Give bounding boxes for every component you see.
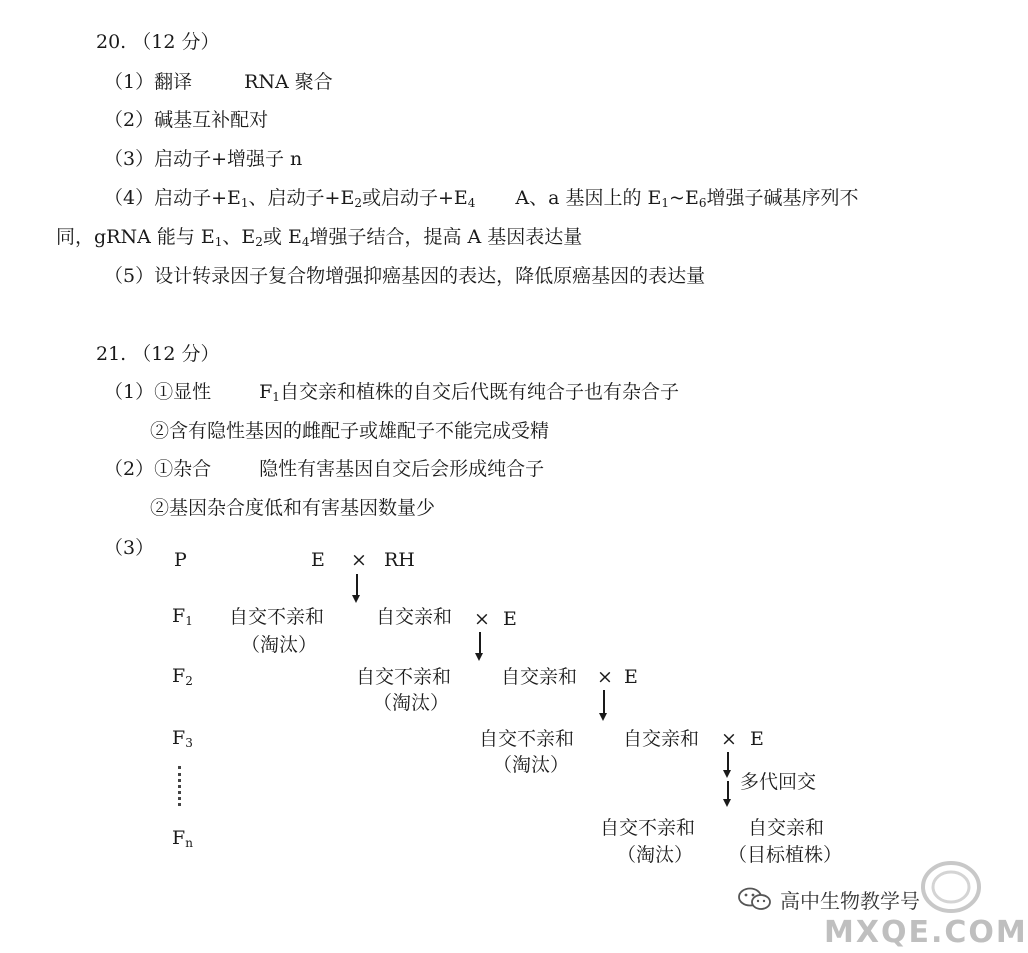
vertical-ellipsis [178, 766, 184, 806]
q20-answer-1 [104, 70, 333, 94]
watermark-account: 高中生物教学号 [780, 889, 920, 913]
text-run: F [259, 381, 273, 403]
generation-p: P [174, 549, 187, 571]
subscript: 2 [185, 674, 193, 688]
wechat-icon [736, 886, 774, 912]
q20-answer-5: （5）设计转录因子复合物增强抑癌基因的表达，降低原癌基因的表达量 [104, 265, 706, 287]
text-run: （4）启动子+E [104, 187, 241, 209]
f1-eliminated: （淘汰） [241, 634, 318, 656]
text-run: 增强子结合，提高 A 基因表达量 [309, 226, 583, 248]
f1-incompatible: 自交不亲和 [229, 606, 325, 628]
q20-heading: 20. （12 分） [96, 31, 220, 53]
down-arrow [727, 752, 729, 771]
subscript: 1 [185, 614, 193, 628]
backcross-e: E [503, 608, 517, 630]
text-run: 自交亲和植株的自交后代既有纯合子也有杂合子 [279, 381, 679, 403]
q21-answer-2-part-2: ②基因杂合度低和有害基因数量少 [150, 497, 436, 519]
text-run: F [172, 665, 186, 687]
subscript: 1 [272, 390, 280, 404]
answer-text: RNA 聚合 [244, 71, 333, 93]
text-run: F [172, 827, 186, 849]
f2-eliminated: （淘汰） [373, 692, 450, 714]
q20-answer-4 [104, 186, 859, 210]
text-run: 、启动子+E [248, 187, 355, 209]
backcross-e: E [624, 666, 638, 688]
watermark-site: MXQE.COM [824, 915, 1028, 950]
q21-answer-1 [104, 380, 679, 404]
f1-compatible: 自交亲和 [376, 606, 453, 628]
subscript: 3 [185, 736, 193, 750]
answer-text: 翻译 [154, 71, 193, 93]
backcross-e: E [750, 728, 764, 750]
q21-answer-1-part-2: ②含有隐性基因的雌配子或雄配子不能完成受精 [150, 420, 550, 442]
cross-symbol: × [474, 608, 490, 630]
subscript: 1 [661, 196, 670, 210]
answer-number: （1） [104, 381, 155, 403]
q21-answer-2 [104, 457, 544, 481]
q21-heading: 21. （12 分） [96, 343, 220, 365]
subscript: 2 [255, 235, 263, 249]
parent-rh: RH [384, 549, 415, 571]
generation-f3 [172, 726, 193, 750]
subscript: 1 [240, 196, 249, 210]
text-run: 隐性有害基因自交后会形成纯合子 [259, 458, 545, 480]
text-run: F [172, 605, 186, 627]
subscript: 6 [698, 196, 707, 210]
text-run: 、E [222, 226, 256, 248]
text-run: 或启动子+E [361, 187, 468, 209]
fn-incompatible: 自交不亲和 [600, 817, 696, 839]
text-run: 增强子碱基序列不 [706, 187, 859, 209]
generation-f2 [172, 664, 193, 688]
cross-symbol: × [721, 728, 737, 750]
text-run: A、a 基因上的 E [515, 187, 662, 209]
f3-eliminated: （淘汰） [493, 754, 570, 776]
generation-fn [172, 826, 193, 850]
text-run: F [172, 727, 186, 749]
parent-e: E [311, 549, 325, 571]
subscript: n [185, 836, 193, 850]
down-arrow [356, 574, 358, 596]
subscript: 1 [214, 235, 223, 249]
down-arrow [603, 690, 605, 714]
text-run: 同，gRNA 能与 E [56, 226, 215, 248]
answer-number: （1） [104, 71, 155, 93]
answer-choice: ①显性 [154, 381, 212, 403]
f2-incompatible: 自交不亲和 [356, 666, 452, 688]
text-run: ~E [669, 187, 699, 209]
q21-answer-3-number: （3） [104, 537, 155, 559]
down-arrow [727, 781, 729, 800]
subscript: 4 [301, 235, 310, 249]
text-run: 或 E [262, 226, 302, 248]
multi-generation-backcross-label: 多代回交 [740, 771, 817, 793]
fn-target-plant: （目标植株） [728, 844, 843, 866]
f3-incompatible: 自交不亲和 [479, 728, 575, 750]
cross-symbol: × [597, 666, 613, 688]
answer-choice: ①杂合 [154, 458, 212, 480]
fn-eliminated: （淘汰） [617, 844, 694, 866]
f2-compatible: 自交亲和 [501, 666, 578, 688]
generation-f1 [172, 604, 193, 628]
q20-answer-4-continued [56, 225, 582, 249]
subscript: 2 [354, 196, 362, 210]
subscript: 4 [467, 196, 476, 210]
q20-answer-3: （3）启动子+增强子 n [104, 148, 303, 170]
f3-compatible: 自交亲和 [623, 728, 700, 750]
down-arrow [479, 632, 481, 654]
watermark-logo-icon [920, 860, 982, 914]
answer-number: （2） [104, 458, 155, 480]
cross-symbol: × [351, 549, 367, 571]
fn-compatible: 自交亲和 [748, 817, 825, 839]
q20-answer-2: （2）碱基互补配对 [104, 109, 269, 131]
